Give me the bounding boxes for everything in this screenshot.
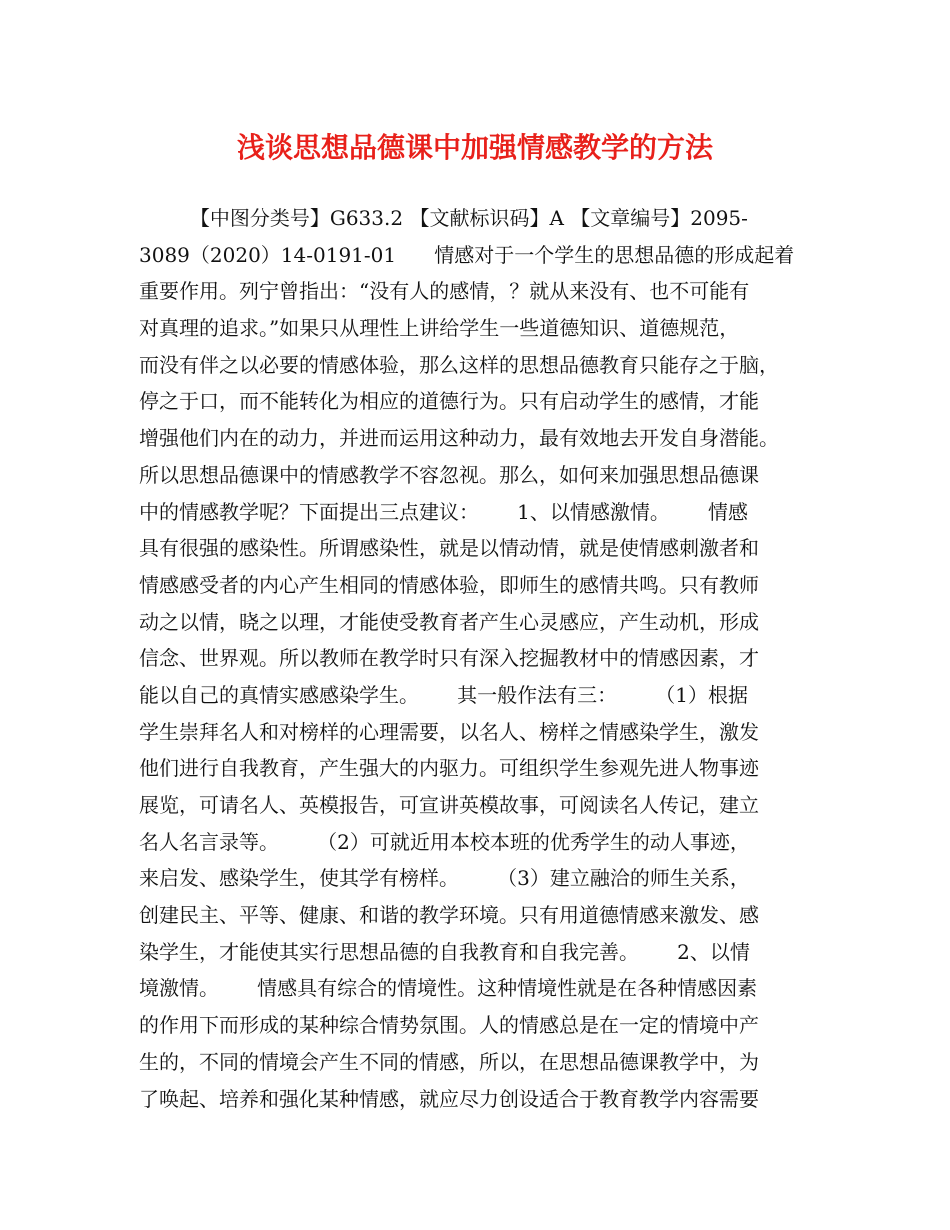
body-line: 信念、世界观。所以教师在教学时只有深入挖掘教材中的情感因素，才 (139, 646, 759, 671)
body-line: 能以自己的真情实感感染学生。 其一般作法有三： （1）根据 (139, 682, 749, 707)
document-body (139, 200, 829, 1117)
body-line: 染学生，才能使其实行思想品德的自我教育和自我完善。 2、以情 (139, 939, 750, 964)
body-line: 对真理的追求。”如果只从理性上讲给学生一些道德知识、道德规范， (139, 316, 740, 341)
body-line: 增强他们内在的动力，并进而运用这种动力，最有效地去开发自身潜能。 (139, 426, 779, 451)
body-line: 的作用下而形成的某种综合情势氛围。人的情感总是在一定的情境中产 (139, 1013, 759, 1038)
body-line: 3089（2020）14-0191-01 情感对于一个学生的思想品德的形成起着 (139, 242, 795, 267)
body-line: 了唤起、培养和强化某种情感，就应尽力创设适合于教育教学内容需要 (139, 1086, 759, 1111)
body-line: 名人名言录等。 （2）可就近用本校本班的优秀学生的动人事迹， (139, 829, 750, 854)
body-line: 所以思想品德课中的情感教学不容忽视。那么，如何来加强思想品德课 (139, 462, 759, 487)
body-line: 情感感受者的内心产生相同的情感体验，即师生的感情共鸣。只有教师 (139, 572, 759, 597)
body-line: 学生崇拜名人和对榜样的心理需要，以名人、榜样之情感染学生，激发 (139, 719, 759, 744)
body-line: 展览，可请名人、英模报告，可宣讲英模故事，可阅读名人传记，建立 (139, 793, 759, 817)
body-line: 他们进行自我教育，产生强大的内驱力。可组织学生参观先进人物事迹 (139, 756, 759, 781)
body-line: 境激情。 情感具有综合的情境性。这种情境性就是在各种情感因素 (139, 976, 758, 1001)
body-line: 动之以情，晓之以理，才能使受教育者产生心灵感应，产生动机，形成 (139, 609, 759, 634)
body-line: 中的情感教学呢？下面提出三点建议： 1、以情感激情。 情感 (139, 499, 749, 524)
body-line: 来启发、感染学生，使其学有榜样。 （3）建立融洽的师生关系， (139, 866, 750, 891)
body-line: 生的，不同的情境会产生不同的情感，所以，在思想品德课教学中，为 (139, 1049, 759, 1074)
body-line: 创建民主、平等、健康、和谐的教学环境。只有用道德情感来激发、感 (139, 903, 759, 928)
body-line: 而没有伴之以必要的情感体验，那么这样的思想品德教育只能存之于脑， (139, 352, 779, 377)
document-title: 浅谈思想品德课中加强情感教学的方法 (236, 131, 713, 164)
body-line: 停之于口，而不能转化为相应的道德行为。只有启动学生的感情，才能 (139, 389, 759, 414)
body-line: 【中图分类号】G633.2 【文献标识码】A 【文章编号】2095- (139, 206, 748, 230)
body-line: 重要作用。列宁曾指出：“没有人的感情，？就从来没有、也不可能有 (139, 279, 750, 304)
body-line: 具有很强的感染性。所谓感染性，就是以情动情，就是使情感刺激者和 (139, 536, 759, 561)
